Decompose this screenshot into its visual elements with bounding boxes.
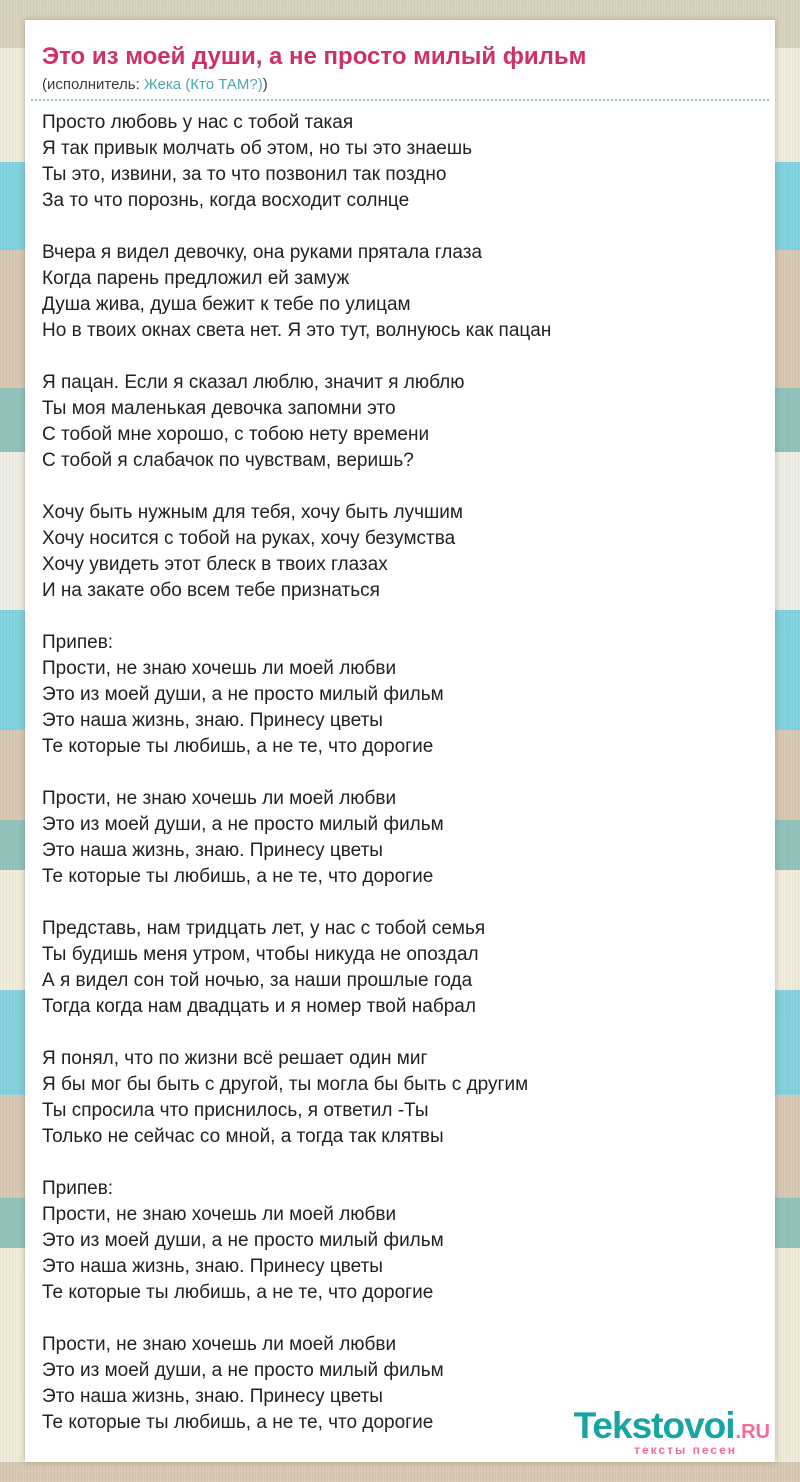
lyrics-stanza [42,630,758,760]
lyrics-line: Это наша жизнь, знаю. Принесу цветы [42,840,383,861]
lyrics-line: Это наша жизнь, знаю. Принесу цветы [42,1386,383,1407]
lyrics-stanza [42,110,758,214]
lyrics-line: Это наша жизнь, знаю. Принесу цветы [42,710,383,731]
lyrics-line: Припев: [42,632,114,653]
site-logo[interactable] [574,1407,770,1456]
lyrics-line: Это из моей души, а не просто милый фильм [42,814,444,835]
lyrics-line: Хочу носится с тобой на руках, хочу безумства [42,528,456,549]
lyrics-stanza [42,240,758,344]
lyrics-line: Это наша жизнь, знаю. Принесу цветы [42,1256,383,1277]
lyrics-line: Ты это, извини, за то что позвонил так поздно [42,164,447,185]
lyrics-stanza [42,1176,758,1306]
lyrics-line: Только не сейчас со мной, а тогда так клятвы [42,1126,444,1147]
artist-line [42,76,758,93]
lyrics-line: Те которые ты любишь, а не те, что дорогие [42,736,434,757]
dotted-separator [31,99,769,101]
lyrics-line: Прости, не знаю хочешь ли моей любви [42,1334,397,1355]
lyrics-line: Хочу быть нужным для тебя, хочу быть лучшим [42,502,463,523]
lyrics-line: Когда парень предложил ей замуж [42,268,350,289]
lyrics-line: Просто любовь у нас с тобой такая [42,112,354,133]
logo-tagline: тексты песен [634,1443,737,1457]
lyrics-line: Ты будишь меня утром, чтобы никуда не опоздал [42,944,479,965]
song-title: Это из моей души, а не просто милый фильм [42,43,587,70]
lyrics-line: С тобой мне хорошо, с тобою нету времени [42,424,430,445]
logo-domain-suffix: .RU [735,1421,770,1443]
lyrics-line: Я так привык молчать об этом, но ты это знаешь [42,138,473,159]
lyrics-line: Я пацан. Если я сказал люблю, значит я люблю [42,372,465,393]
lyrics-line: А я видел сон той ночью, за наши прошлые года [42,970,473,991]
lyrics-line: Прости, не знаю хочешь ли моей любви [42,788,397,809]
lyrics-line: Припев: [42,1178,114,1199]
lyrics-line: С тобой я слабачок по чувствам, веришь? [42,450,414,471]
lyrics-line: Тогда когда нам двадцать и я номер твой набрал [42,996,476,1017]
lyrics-line: И на закате обо всем тебе признаться [42,580,380,601]
lyrics-line: Я понял, что по жизни всё решает один миг [42,1048,428,1069]
background-stripe [0,1462,800,1482]
lyrics-line: Те которые ты любишь, а не те, что дорогие [42,1412,434,1433]
lyrics-line: Это из моей души, а не просто милый фильм [42,684,444,705]
lyrics-line: Это из моей души, а не просто милый фильм [42,1360,444,1381]
lyrics-line: Прости, не знаю хочешь ли моей любви [42,658,397,679]
lyrics-line: Я бы мог бы быть с другой, ты могла бы быть с другим [42,1074,529,1095]
lyrics-stanza [42,1046,758,1150]
artist-link[interactable]: Жека (Кто ТАМ?) [143,76,263,93]
lyrics-line: Душа жива, душа бежит к тебе по улицам [42,294,411,315]
logo-wordmark [574,1407,770,1444]
artist-label-close: ) [262,76,268,93]
lyrics-line: Представь, нам тридцать лет, у нас с тобой семья [42,918,486,939]
lyrics-stanza [42,786,758,890]
lyrics-line: Те которые ты любишь, а не те, что дорогие [42,1282,434,1303]
lyrics-stanza [42,500,758,604]
lyrics-line: Ты спросила что приснилось, я ответил -Ты [42,1100,429,1121]
lyrics-line: Хочу увидеть этот блеск в твоих глазах [42,554,388,575]
lyrics-line: За то что порознь, когда восходит солнце [42,190,410,211]
artist-label: (исполнитель: [42,76,144,93]
lyrics-line: Прости, не знаю хочешь ли моей любви [42,1204,397,1225]
lyrics-line: Вчера я видел девочку, она руками прятала глаза [42,242,483,263]
lyrics-stanza [42,370,758,474]
lyrics-card [25,20,775,1462]
lyrics-text [42,110,758,1436]
lyrics-line: Но в твоих окнах света нет. Я это тут, волнуюсь как пацан [42,320,552,341]
lyrics-line: Ты моя маленькая девочка запомни это [42,398,396,419]
lyrics-stanza [42,916,758,1020]
lyrics-line: Это из моей души, а не просто милый фильм [42,1230,444,1251]
logo-name: Tekstovoi [573,1405,735,1446]
lyrics-line: Те которые ты любишь, а не те, что дорогие [42,866,434,887]
